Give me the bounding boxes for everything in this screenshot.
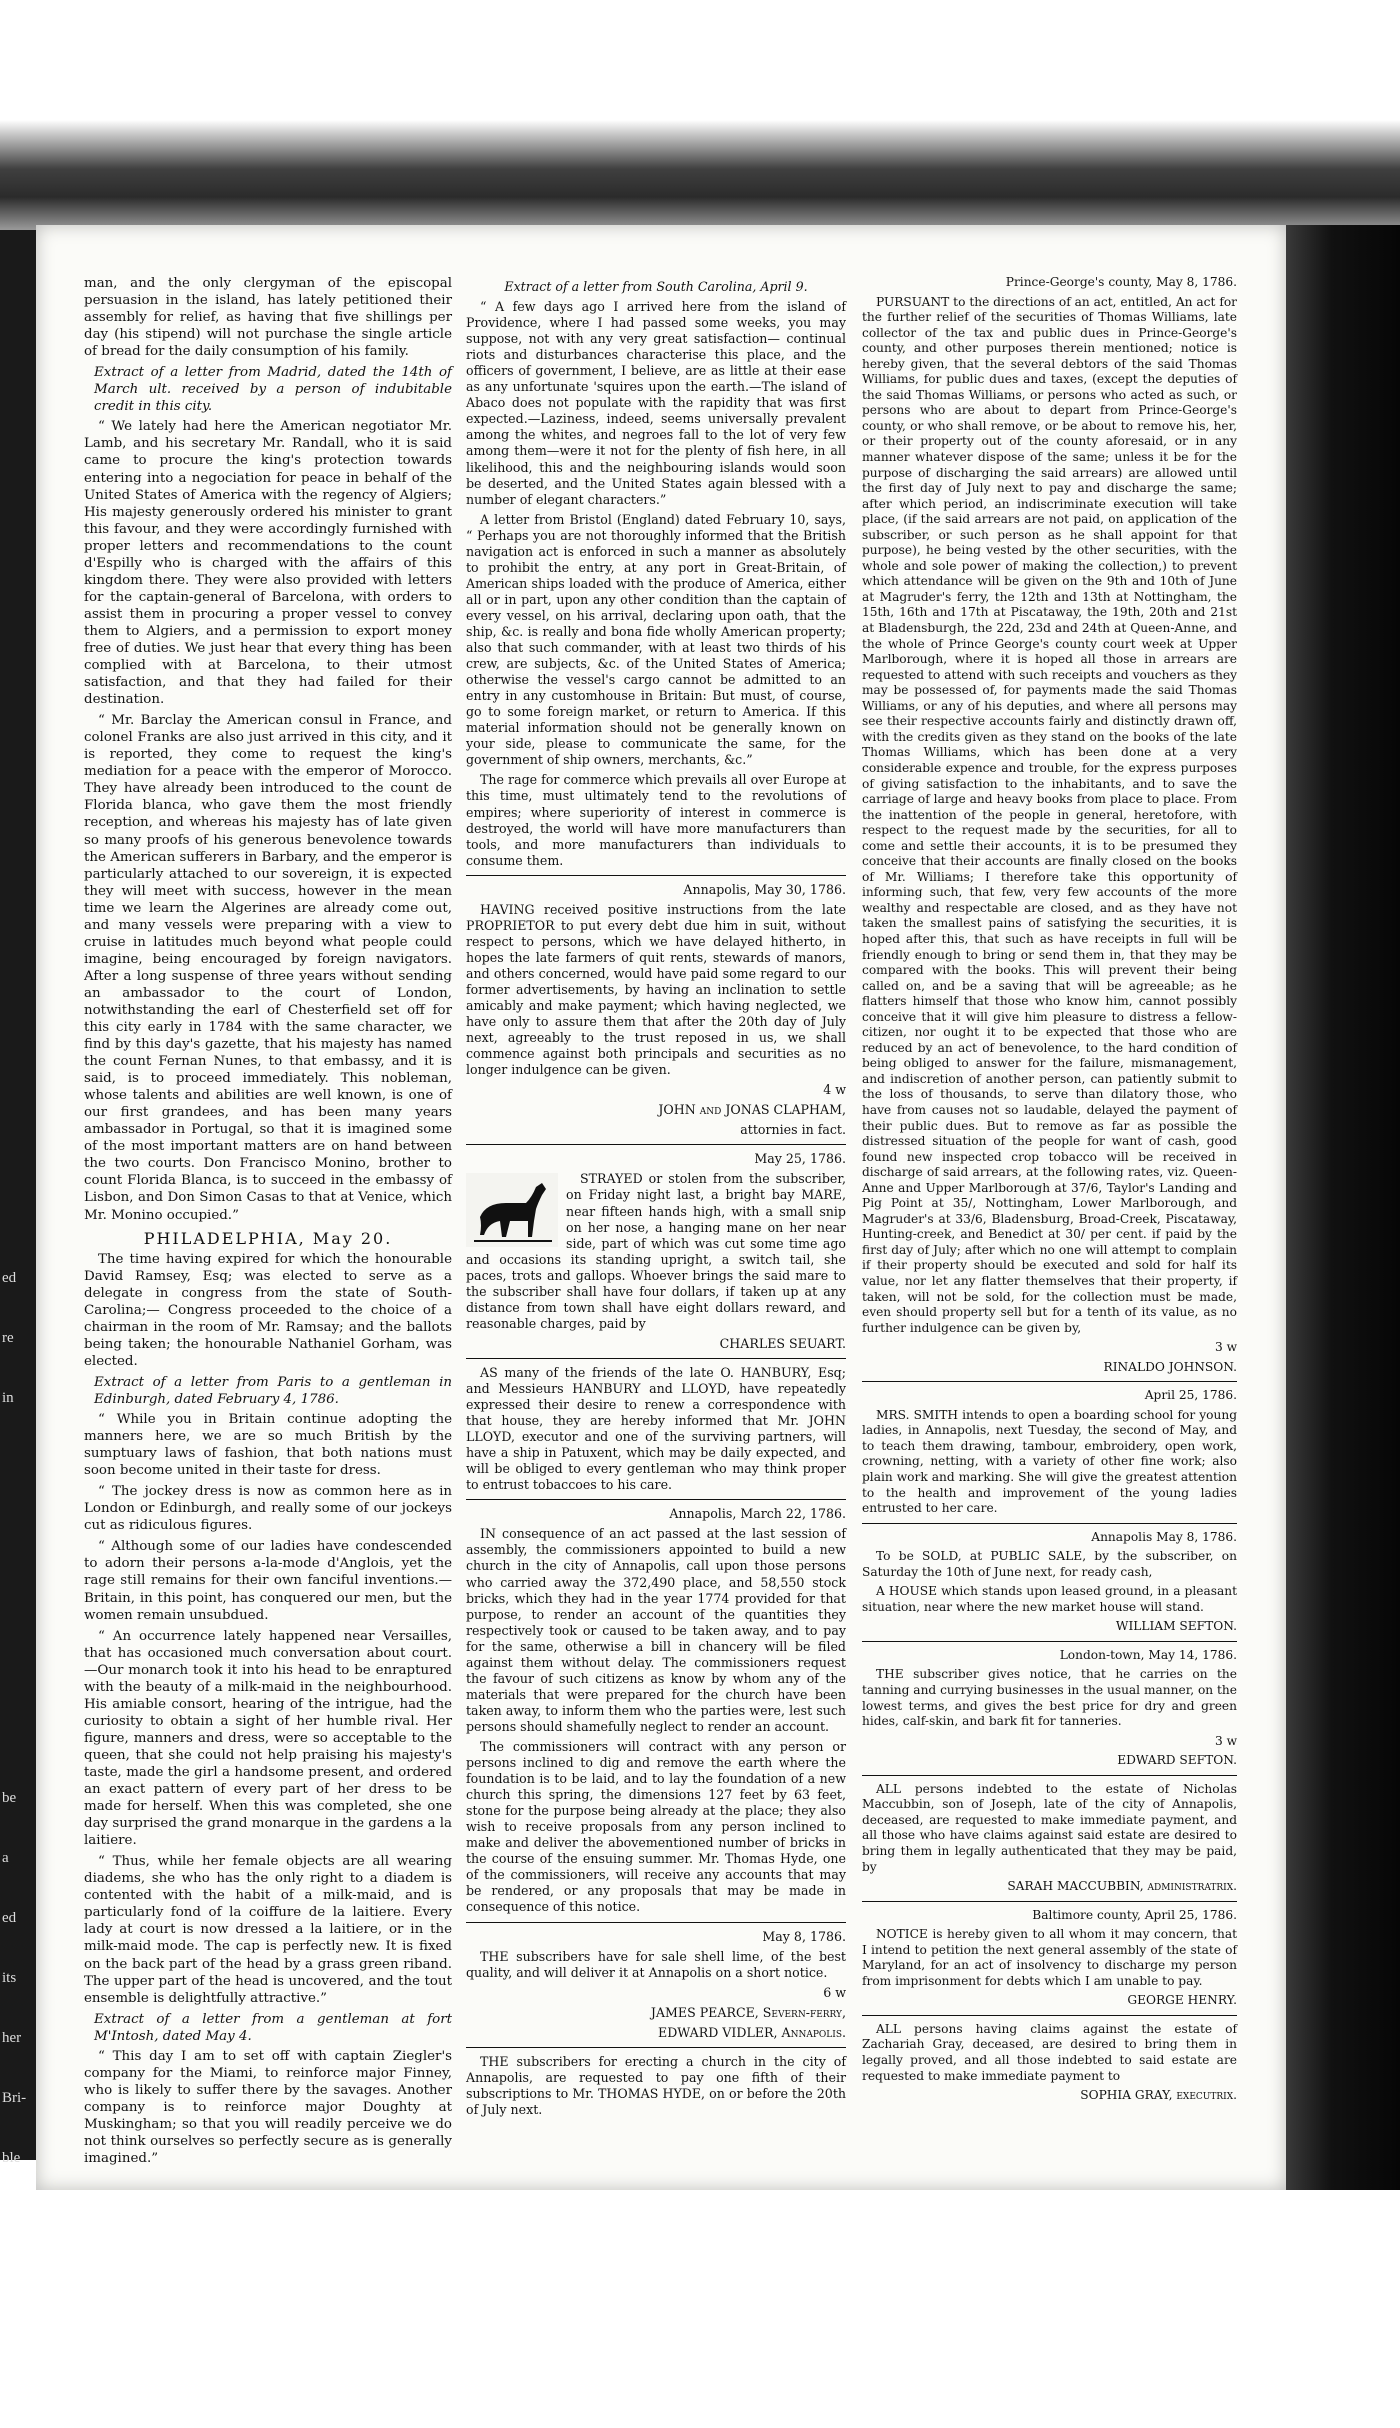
fort-heading: Extract of a letter from a gentleman at fort M'Intosh, dated May 4. xyxy=(94,2011,452,2044)
paris-paragraph: “ An occurrence lately happened near Versailles, that has occasioned much conversation about court. —Our monarch took it into his head to be enraptured with the beauty of a milk-maid in the neighbourhood. His amiable consort, hearing of the intrigue, had the curiosity to obtain a sight of her humble rival. Her figure, manners and dress, were so acceptable to the queen, that she could not help praising his majesty's taste, made the girl a handsome present, and ordered an exact pattern of every part of her dress to be made for herself. When this was completed, she one day surprised the grand monarque in the gardens a la laitiere. xyxy=(84,1628,452,1849)
edge-letter: ed xyxy=(2,1270,17,1286)
gray-signature: SOPHIA GRAY, executrix. xyxy=(1080,2088,1237,2103)
strayed-notice: STRAYED or stolen from the subscriber, on Friday night last, a bright bay MARE, near fifteen hands high, with a small snip on her nose, a hanging mane on her near side, part of which was cut some time ago and occasions its standing upright, a switch tail, she paces, trots and gallops. Whoever brings the said mare to the subscriber shall have four dollars, if taken up at any distance from town shall have eight dollars reward, and reasonable charges, paid by xyxy=(466,1171,846,1331)
column-1 xyxy=(84,275,452,2171)
advert-dateline: Baltimore county, April 25, 1786. xyxy=(1032,1907,1237,1922)
column-rule xyxy=(862,1523,1237,1524)
paris-paragraph: “ While you in Britain continue adopting the manners here, we are so much British by the sumptuary laws of fashion, that both nations must soon become united in their taste for dress. xyxy=(84,1412,452,1479)
paris-paragraph: “ Although some of our ladies have condescended to adorn their persons a-la-mode d'Anglois, yet the rage still remains for their own fanciful inventions.— Britain, in this point, has conquered our men, but the women remain unsubdued. xyxy=(84,1539,452,1623)
column-rule xyxy=(862,2015,1237,2016)
edge-letter: its xyxy=(2,1970,17,1986)
tanning-notice: THE subscriber gives notice, that he carries on the tanning and currying businesses in the usual manner, on the lowest terms, and gives the best price for dry and green hides, calf-skin, and bark fit for tanneries. xyxy=(862,1667,1237,1729)
henry-signature: GEORGE HENRY. xyxy=(1127,1993,1237,2008)
fort-paragraph: “ This day I am to set off with captain Ziegler's company for the Miami, to reinforce major Finney, who is likely to suffer there by the savages. Another company is to reinforce major Doughty at Muskingham; so that you will readily perceive we do not think ourselves so perfectly secure as is generally imagined.” xyxy=(84,2048,452,2167)
sefton-signature: WILLIAM SEFTON. xyxy=(1115,1619,1237,1634)
column-rule xyxy=(466,875,846,876)
sale-notice: To be SOLD, at PUBLIC SALE, by the subscriber, on Saturday the 10th of June next, for ready cash, xyxy=(862,1549,1237,1579)
edge-letter: in xyxy=(2,1390,14,1406)
edge-letter: Bri- xyxy=(2,2090,27,2106)
column-rule xyxy=(466,1499,846,1500)
edward-sefton-signature: EDWARD SEFTON. xyxy=(1117,1753,1237,1768)
column-rule xyxy=(466,1358,846,1359)
madrid-paragraph: “ We lately had here the American negotiator Mr. Lamb, and his secretary Mr. Randall, who it is said came to procure the king's protection towards entering into a negociation for peace in behalf of the United States of America with the regency of Algiers; His majesty generously ordered his minister to grant this favour, and they were accordingly furnished with proper letters and recommendations to the count d'Espilly who is charged with the affairs of this kingdom there. They were also provided with letters for the captain-general of Barcelona, with orders to assist them in procuring a proper vessel to convey them to Algiers, and a permission to export money free of duties. We just hear that every thing has been complied with at Barcelona, to their utmost satisfaction, and that they had failed for their destination. xyxy=(84,419,452,708)
advert-dateline: London-town, May 14, 1786. xyxy=(1059,1647,1237,1662)
column-rule xyxy=(466,1144,846,1145)
column-rule xyxy=(466,1922,846,1923)
church-notice-2: The commissioners will contract with any person or persons inclined to dig and remove the earth where the foundation is to be laid, and to lay the foundation of a new church this spring, the dimensions 127 feet by 63 feet, stone for the purpose being already at the place; they also wish to receive proposals from any person inclined to make and deliver the abovementioned number of bricks in the course of the ensuing summer. Mr. Thomas Hyde, one of the commissioners, will receive any accounts that may be rendered, or any proposals that may be made in consequence of this notice. xyxy=(466,1738,846,1915)
clapham-notice: HAVING received positive instructions from the late PROPRIETOR to put every debt due him in suit, without respect to persons, which we have delayed hitherto, in hopes the late farmers of quit rents, stewards of manors, and others concerned, would have paid some regard to our former advertisements, by having an inclination to settle amicably and make payment; which having neglected, we have only to assure them that after the 20th day of July next, agreeably to the trust reposed in us, we shall commence against both principals and securities as no longer indulgence can be given. xyxy=(466,901,846,1078)
advert-dateline: Annapolis, March 22, 1786. xyxy=(669,1506,846,1522)
column-2 xyxy=(466,275,846,2122)
previous-page-edge xyxy=(0,230,36,2166)
advert-dateline: May 25, 1786. xyxy=(754,1151,846,1167)
paris-paragraph: “ Thus, while her female objects are all wearing diadems, she who has the only right to a diadem is contented with the habit of a milk-maid, and is particularly fond of la coiffure de la laitiere. Every lady at court is now dressed a la laitiere, or in the milk-maid mode. The cap is perfectly new. It is fixed on the back part of the head by a grass green riband. The upper part of the head is uncovered, and the tout ensemble is delightfully attractive.” xyxy=(84,1854,452,2006)
insertion-mark: 3 w xyxy=(1214,1733,1237,1748)
subscribers-notice: THE subscribers for erecting a church in the city of Annapolis, are requested to pay one fifth of their subscriptions to Mr. THOMAS HYDE, on or before the 20th of July next. xyxy=(466,2053,846,2117)
gray-notice: ALL persons having claims against the estate of Zachariah Gray, deceased, are desired to bring them in legally proved, and all those indebted to said estate are requested to make immediate payment to xyxy=(862,2021,1237,2083)
edge-letter: her xyxy=(2,2030,22,2046)
henry-notice: NOTICE is hereby given to all whom it may concern, that I intend to petition the next general assembly of the state of Maryland, for an act of insolvency to discharge my person from imprisonment for debts which I am unable to pay. xyxy=(862,1927,1237,1988)
advert-dateline: Annapolis, May 30, 1786. xyxy=(683,881,846,897)
pursuant-notice: PURSUANT to the directions of an act, entitled, An act for the further relief of the securities of Thomas Williams, late collector of the tax and public dues in Prince-George's county, and other purposes therein mentioned; notice is hereby given, that the several debtors of the said Thomas Williams, for public dues and taxes, (except the deputies of the said Thomas Williams, or persons who acted as such, or persons who are about to depart from Prince-George's county, or who shall remove, or be about to remove his, her, or their property out of the county aforesaid, or in any manner whatever dispose of the same; unless it be for the purpose of discharging the said arrears) are allowed until the first day of July next to pay and discharge the same; after which period, an indiscriminate execution will take place, (if the said arrears are not paid, on application of the subscriber, or such person as he shall appoint for that purpose), he being vested by the other securities, with the whole and sole power of making the collection,) to prevent which attendance will be given on the 9th and 10th of June at Magruder's ferry, the 12th and 13th at Nottingham, the 15th, 16th and 17th at Piscataway, the 19th, 20th and 21st at Bladensburgh, the 22d, 23d and 24th at Queen-Anne, and the whole of Prince George's county court week at Upper Marlborough, where it is hoped all those in arrears are requested to attend with such receipts and vouchers as they may be possessed of, for payments made the said Thomas Williams, or any of his deputies, and where all persons may see their respective accounts fairly and distinctly drawn off, with the credits given as they stand on the books of the late Thomas Williams, which has been done at a very considerable expence and trouble, for the express purposes of giving satisfaction to the inhabitants, and to save the carriage of large and heavy books from place to place. From the inattention of the people in general, heretofore, with respect to the request made by the securities, for all to come and settle their accounts, it is to be presumed they conceive that their accounts are finally closed on the books of Mr. Williams; I therefore take this opportunity of informing such, that few, very few accounts of the more wealthy and respectable are closed, and as they have not taken the smallest pains of satisfying the securities, it is hoped after this, that such as have receipts in full will be friendly enough to bring or send them in, that they may be compared with the books. This will prevent their being called on, and be a saving that will be agreeable; as he flatters himself that those who know him, cannot possibly conceive that it will give him pleasure to distress a fellow-citizen, nor ought it to be expected that those who are reduced by an act of benevolence, to the hard condition of being obliged to answer for the failure, mismanagement, and indiscretion of another person, can patiently submit to the loss of thousands, to serve than dilatory those, who have from causes not so laudable, delayed the payment of their public dues. But to remove as far as possible the distressed situation of the people for want of cash, good found new inspected crop tobacco will be received in discharge of said arrears, at the following rates, viz. Queen-Anne and Upper Marlborough at 37/6, Taylor's Landing and Pig Point at 35/, Nottingham, Lower Marlborough, and Magruder's at 33/6, Bladensburg, Broad-Creek, Piscataway, Hunting-creek, and Benedict at 30/ per cent. if paid by the first day of July; after which no one will attempt to complain if their property should be executed and sold for half its value, nor let any flatter themselves that their property, if taken, will not be sold, for the collection must be made, even should property sell but for a tenth of its value, as no further indulgence can be given by, xyxy=(862,294,1237,1335)
philadelphia-dateline: PHILADELPHIA, May 20. xyxy=(143,1228,393,1248)
advert-dateline: May 8, 1786. xyxy=(762,1928,846,1944)
south-carolina-heading: Extract of a letter from South Carolina, April 9. xyxy=(504,279,808,294)
insertion-mark: 6 w xyxy=(823,1984,846,2000)
book-binding xyxy=(1286,225,1400,2210)
commerce-paragraph: The rage for commerce which prevails all over Europe at this time, must ultimately tend to the revolutions of empires; where superiority of interest in commerce is destroyed, the world will have more manufacturers than tools, and more manufacturers than individuals to consume them. xyxy=(466,772,846,868)
seuart-signature: CHARLES SEUART. xyxy=(719,1335,846,1351)
madrid-paragraph: “ Mr. Barclay the American consul in France, and colonel Franks are also just arrived in this city, and it is reported, they come to request the king's mediation for a peace with the emperor of Morocco. They have already been introduced to the count de Florida blanca, who gave them the most friendly reception, and whereas his majesty has of late given so many proofs of his generous benevolence towards the American sufferers in Barbary, and the emperor is particularly attached to our sovereign, it is expected they will meet with success, however in the mean time we learn the Algerines are already come out, and many vessels were preparing with a view to cruise in latitudes much beyond what people could imagine, being encouraged by foreign navigators. After a long suspense of three years without sending an ambassador to the court of London, notwithstanding the earl of Chesterfield set off for this city early in 1784 with the same character, we find by this day's gazette, that his majesty has named the count Fernan Nunes, to that embassy, and it is said, is to proceed immediately. This nobleman, whose talents and abilities are well known, is one of our first grandees, and has been many years ambassador in Portugal, so that it is imagined some of the most important matters are on hand between the two courts. Don Francisco Monino, brother to count Florida Blanca, is to succeed in the embassy of Lisbon, and Don Simon Casas to that at Venice, which Mr. Monino occupied.” xyxy=(84,713,452,1223)
clapham-title: attornies in fact. xyxy=(740,1122,846,1138)
church-notice: IN consequence of an act passed at the last session of assembly, the commissioners appointed to build a new church in the city of Annapolis, call upon those persons who carried away the 372,490 place, and 58,550 stock bricks, which they had in the year 1774 provided for that purpose, to render an account of the quantities they respectively took or caused to be taken away, and to pay for the same, otherwise a bill in chancery will be filed against them without delay. The commissioners request the favour of such citizens as know by whom any of the materials that were prepared for the church have been taken away, to inform them who the parties were, lest such persons should shamefully neglect to render an account. xyxy=(466,1526,846,1734)
lime-notice: THE subscribers have for sale shell lime, of the best quality, and will deliver it at Annapolis on a short notice. xyxy=(466,1948,846,1980)
edge-letter: be xyxy=(2,1790,17,1806)
column-3 xyxy=(862,275,1237,2108)
edge-letter: ble xyxy=(2,2150,21,2166)
column-rule xyxy=(466,2047,846,2048)
insertion-mark: 4 w xyxy=(823,1082,846,1098)
insertion-mark: 3 w xyxy=(1214,1340,1237,1355)
horse-woodcut-icon xyxy=(466,1173,558,1247)
column-rule xyxy=(862,1381,1237,1382)
paris-paragraph: “ The jockey dress is now as common here as in London or Edinburgh, and really some of our jockeys cut as ridiculous figures. xyxy=(84,1484,452,1534)
bristol-paragraph: A letter from Bristol (England) dated February 10, says, “ Perhaps you are not thoroughly informed that the British navigation act is enforced in such a manner as absolutely to prohibit the entry, at any port in Great-Britain, of American ships loaded with the produce of America, either all or in part, upon any other condition than the captain of every vessel, on his arrival, declaring upon oath, that the ship, &c. is really and bona fide wholly American property; also that such commander, with at least two thirds of his crew, are subjects, &c. of the United States of America; otherwise the vessel's cargo cannot be admitted to an entry in any customhouse in Britain: But must, of course, go to some foreign market, or return to America. If this material information should not be generally known on your side, please to communicate the same, for the government of ship owners, merchants, &c.” xyxy=(466,511,846,768)
maccubbin-signature: SARAH MACCUBBIN, administratrix. xyxy=(1007,1879,1237,1894)
house-notice: A HOUSE which stands upon leased ground, in a pleasant situation, near where the new market house will stand. xyxy=(862,1584,1237,1614)
newspaper-page xyxy=(36,225,1286,2190)
south-carolina-paragraph: “ A few days ago I arrived here from the island of Providence, where I had passed some weeks, you may suppose, not with any very great satisfaction— continual riots and disturbances characterise this place, and the officers of government, I believe, are as little at their ease as any unfortunate 'squires upon the earth.—The island of Abaco does not populate with the rapidity that was first expected.—Laziness, indeed, seems universally prevalent among the whites, and negroes fall to the lot of very few among them—were it not for the plenty of fish here, in all likelihood, this and the neighbouring islands would soon be deserted, and the United States again blessed with a number of elegant characters.” xyxy=(466,299,846,507)
paris-heading: Extract of a letter from Paris to a gentleman in Edinburgh, dated February 4, 1786. xyxy=(94,1374,452,1407)
vidler-signature: EDWARD VIDLER, Annapolis. xyxy=(658,2024,846,2040)
hanbury-notice: AS many of the friends of the late O. HANBURY, Esq; and Messieurs HANBURY and LLOYD, have repeatedly expressed their desire to renew a correspondence with that house, they are hereby informed that Mr. JOHN LLOYD, executor and one of the surviving partners, will have a ship in Patuxent, which may be daily expected, and will be obliged to every gentleman who may think proper to entrust tobaccoes to his care. xyxy=(466,1364,846,1493)
scan-margin xyxy=(0,2190,1400,2428)
article-intro: man, and the only clergyman of the episcopal persuasion in the island, has lately petitioned their assembly for relief, as having that five shillings per day (his stipend) will not purchase the single article of bread for the daily consumption of his family. xyxy=(84,276,452,360)
column-rule xyxy=(862,1641,1237,1642)
smith-notice: MRS. SMITH intends to open a boarding school for young ladies, in Annapolis, next Tuesday, the second of May, and to teach them drawing, tambour, embroidery, open work, crowning, netting, with a variety of other fine work; also plain work and marking. She will give the greatest attention to the health and improvement of the young ladies entrusted to her care. xyxy=(862,1407,1237,1516)
edge-letter: re xyxy=(2,1330,14,1346)
advert-dateline: April 25, 1786. xyxy=(1144,1388,1237,1403)
philadelphia-paragraph: The time having expired for which the honourable David Ramsey, Esq; was elected to serve as a delegate in congress from the state of South-Carolina;— Congress proceeded to the choice of a chairman in the room of Mr. Ramsay; and the ballots being taken; the honourable Nathaniel Gorham, was elected. xyxy=(84,1251,452,1369)
edge-letter: a xyxy=(2,1850,9,1866)
maccubbin-notice: ALL persons indebted to the estate of Nicholas Maccubbin, son of Joseph, late of the city of Annapolis, deceased, are requested to make immediate payment, and all those who have claims against said estate are desired to bring them in legally authenticated that they may be paid, by xyxy=(862,1781,1237,1874)
johnson-signature: RINALDO JOHNSON. xyxy=(1103,1359,1237,1374)
column-rule xyxy=(862,1775,1237,1776)
advert-dateline: Prince-George's county, May 8, 1786. xyxy=(1005,275,1237,289)
pearce-signature: JAMES PEARCE, Severn-ferry, xyxy=(650,2004,846,2020)
edge-letter: ed xyxy=(2,1910,17,1926)
column-rule xyxy=(862,1901,1237,1902)
clapham-signature: JOHN and JONAS CLAPHAM, xyxy=(658,1102,846,1118)
madrid-heading: Extract of a letter from Madrid, dated the 14th of March ult. received by a person of indubitable credit in this city. xyxy=(94,365,452,415)
advert-dateline: Annapolis May 8, 1786. xyxy=(1091,1529,1237,1544)
